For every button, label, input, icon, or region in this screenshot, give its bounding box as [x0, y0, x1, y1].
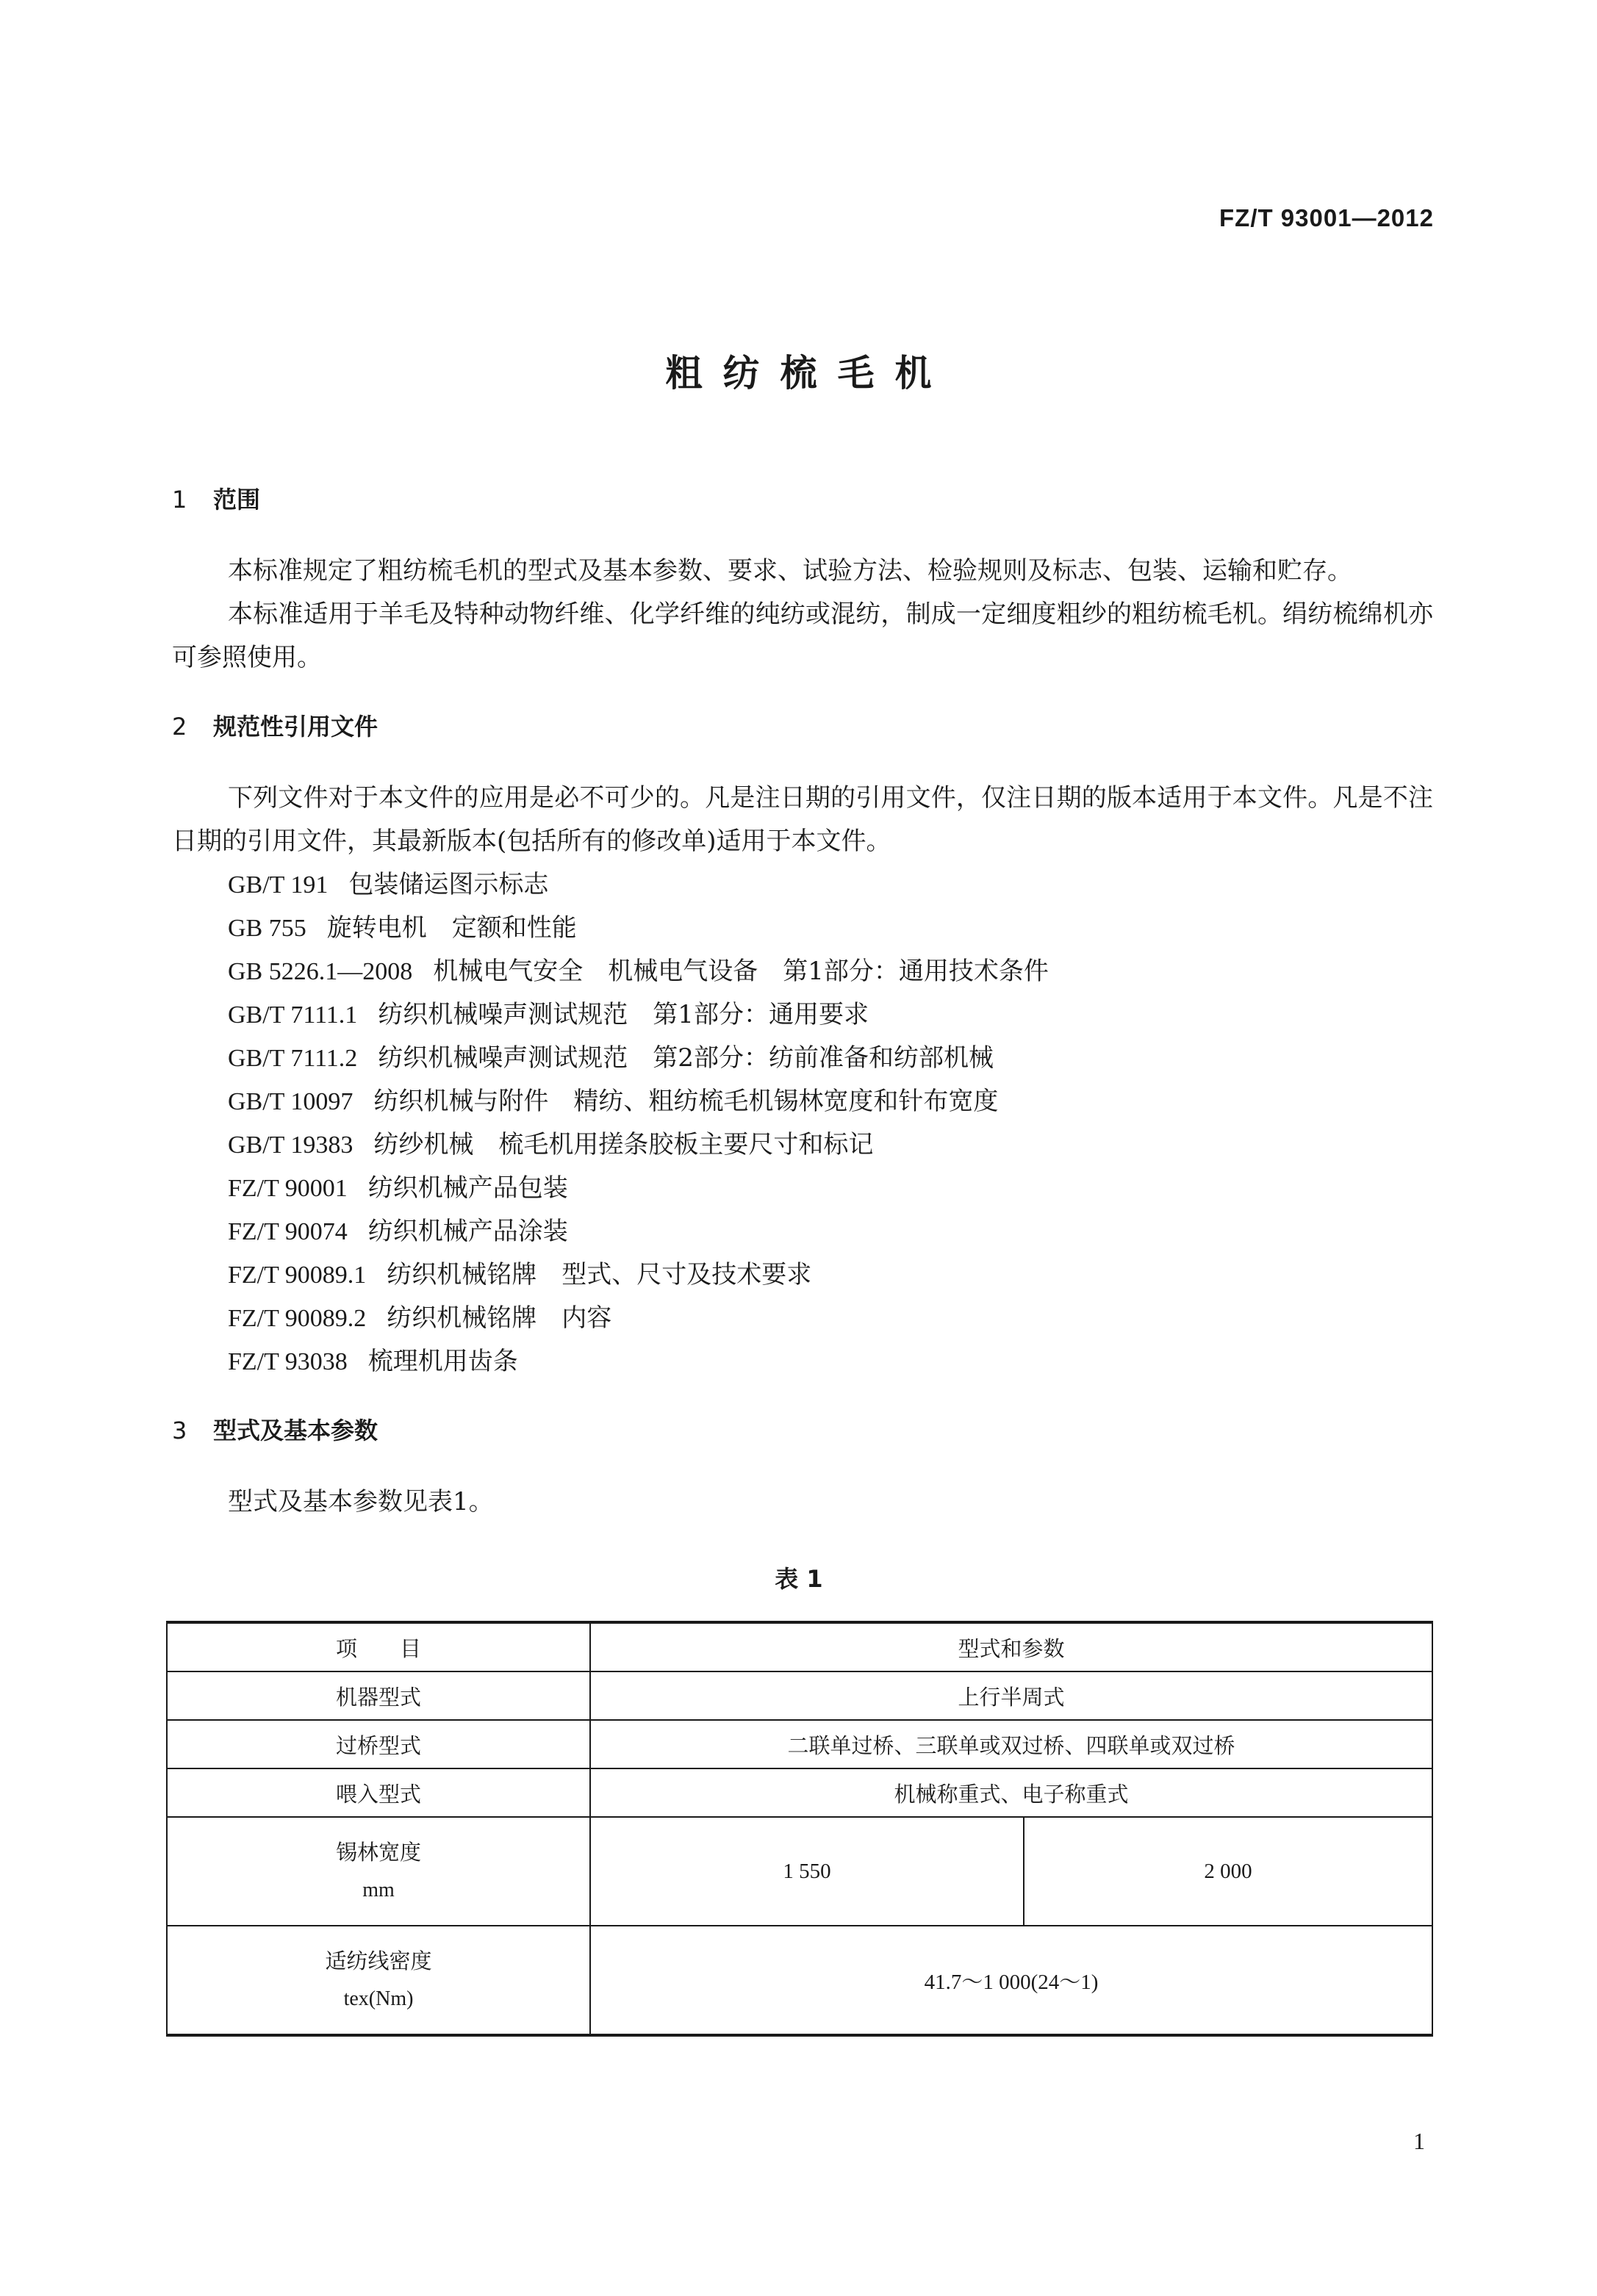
reference-code: FZ/T 93038	[228, 1348, 348, 1375]
table-caption: 表 1	[775, 1565, 823, 1593]
reference-title: 包装储运图示标志	[348, 870, 549, 899]
section-number: 3	[172, 1417, 187, 1444]
reference-code: FZ/T 90089.2	[228, 1305, 367, 1332]
reference-item	[172, 907, 1433, 950]
reference-item	[172, 1210, 1433, 1253]
type-params-intro: 型式及基本参数见表1。	[228, 1487, 494, 1516]
row-value: 41.7～1 000(24～1)	[590, 1926, 1432, 2035]
row-label: 喂入型式	[167, 1768, 590, 1817]
reference-title: 纺织机械噪声测试规范 第1部分：通用要求	[378, 1000, 869, 1029]
reference-code: GB/T 7111.1	[228, 1001, 358, 1029]
reference-item	[172, 1297, 1433, 1340]
row-label: 适纺线密度	[325, 1948, 432, 1973]
row-label: 机器型式	[167, 1671, 590, 1720]
row-value: 机械称重式、电子称重式	[590, 1768, 1432, 1817]
scope-paragraph-2: 本标准适用于羊毛及特种动物纤维、化学纤维的纯纺或混纺，制成一定细度粗纱的粗纺梳毛机。绢纺梳绵机亦可参照使用。	[172, 600, 1433, 672]
table-row	[167, 1926, 1432, 2035]
section-number: 1	[172, 486, 187, 514]
document-body	[172, 479, 1433, 2037]
reference-code: GB/T 10097	[228, 1088, 354, 1115]
reference-code: FZ/T 90089.1	[228, 1262, 367, 1289]
reference-title: 纺织机械噪声测试规范 第2部分：纺前准备和纺部机械	[378, 1043, 994, 1073]
reference-list	[172, 863, 1433, 1383]
table-row	[167, 1671, 1432, 1720]
reference-code: GB 5226.1—2008	[228, 958, 413, 985]
reference-title: 纺织机械铭牌 型式、尺寸及技术要求	[387, 1260, 812, 1289]
reference-code: FZ/T 90074	[228, 1218, 348, 1245]
reference-title: 纺织机械铭牌 内容	[387, 1303, 612, 1333]
table-row	[167, 1768, 1432, 1817]
table-row	[167, 1817, 1432, 1926]
reference-item	[172, 1080, 1433, 1123]
reference-title: 旋转电机 定额和性能	[326, 913, 577, 943]
reference-title: 梳理机用齿条	[367, 1347, 518, 1376]
parameters-table	[166, 1621, 1433, 2037]
table-header-value: 型式和参数	[590, 1622, 1432, 1671]
reference-title: 纺纱机械 梳毛机用搓条胶板主要尺寸和标记	[373, 1130, 874, 1159]
section-1-heading	[172, 479, 1433, 520]
reference-item	[172, 1037, 1433, 1080]
references-intro: 下列文件对于本文件的应用是必不可少的。凡是注日期的引用文件，仅注日期的版本适用于本文件。凡是不注日期的引用文件，其最新版本(包括所有的修改单)适用于本文件。	[172, 783, 1433, 856]
standard-code: FZ/T 93001—2012	[1219, 204, 1434, 231]
table-header-row	[167, 1622, 1432, 1671]
reference-title: 纺织机械产品包装	[367, 1173, 568, 1203]
reference-title: 机械电气安全 机械电气设备 第1部分：通用技术条件	[433, 957, 1049, 986]
reference-item	[172, 950, 1433, 993]
document-title: 粗纺梳毛机	[665, 351, 952, 395]
table-header-item: 项 目	[167, 1622, 590, 1671]
reference-item	[172, 1340, 1433, 1383]
reference-code: GB/T 191	[228, 871, 329, 899]
scope-paragraph-1: 本标准规定了粗纺梳毛机的型式及基本参数、要求、试验方法、检验规则及标志、包装、运输和贮存。	[228, 556, 1352, 586]
reference-item	[172, 1253, 1433, 1297]
section-title: 范围	[213, 486, 261, 514]
row-label-cell	[167, 1926, 590, 2035]
reference-code: FZ/T 90001	[228, 1175, 348, 1202]
section-title: 规范性引用文件	[213, 713, 378, 741]
reference-item	[172, 863, 1433, 907]
reference-title: 纺织机械与附件 精纺、粗纺梳毛机锡林宽度和针布宽度	[373, 1087, 999, 1116]
section-title: 型式及基本参数	[213, 1417, 378, 1444]
row-label: 过桥型式	[167, 1720, 590, 1768]
section-2-heading	[172, 706, 1433, 747]
reference-item	[172, 1167, 1433, 1210]
reference-code: GB/T 19383	[228, 1131, 354, 1159]
section-number: 2	[172, 713, 187, 741]
reference-item	[172, 1123, 1433, 1167]
reference-item	[172, 993, 1433, 1037]
row-label: 锡林宽度	[335, 1840, 421, 1865]
reference-title: 纺织机械产品涂装	[367, 1217, 568, 1246]
table-row	[167, 1720, 1432, 1768]
reference-code: GB 755	[228, 915, 306, 942]
row-value: 二联单过桥、三联单或双过桥、四联单或双过桥	[590, 1720, 1432, 1768]
section-3-heading	[172, 1410, 1433, 1451]
reference-code: GB/T 7111.2	[228, 1045, 358, 1072]
row-value-b: 2 000	[1024, 1817, 1432, 1926]
row-value: 上行半周式	[590, 1671, 1432, 1720]
row-unit: tex(Nm)	[343, 1987, 414, 2010]
row-label-cell	[167, 1817, 590, 1926]
row-value-a: 1 550	[590, 1817, 1024, 1926]
row-unit: mm	[362, 1879, 395, 1901]
page-number: 1	[1413, 2128, 1425, 2154]
